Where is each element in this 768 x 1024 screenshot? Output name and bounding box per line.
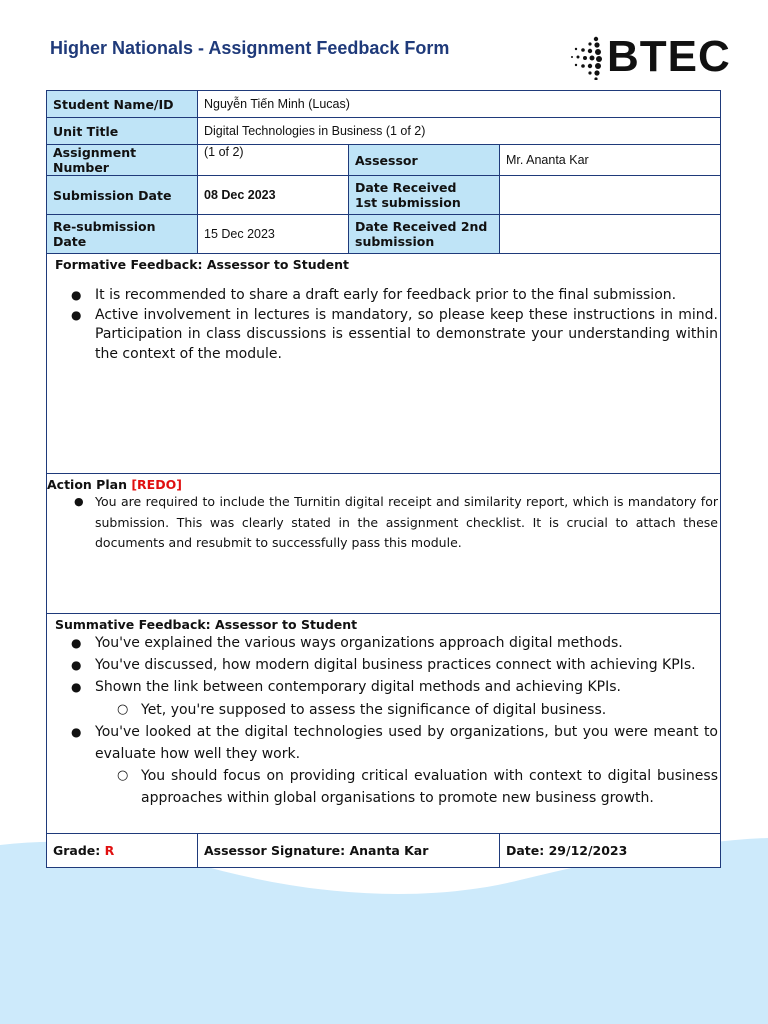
formative-feedback-list bbox=[47, 272, 720, 364]
summative-feedback-section bbox=[47, 614, 721, 834]
list-item: ● It is recommended to share a draft early for feedback prior to the final submission. bbox=[95, 286, 718, 306]
assessor-label: Assessor bbox=[349, 145, 500, 176]
grade-value: R bbox=[104, 843, 115, 858]
list-item: ● You've discussed, how modern digital business practices connect with achieving KPIs. bbox=[95, 654, 718, 676]
date-received-2-label-line1: Date Received 2nd bbox=[355, 219, 488, 234]
summative-feedback-list bbox=[47, 632, 720, 810]
btec-dots-icon bbox=[570, 36, 606, 80]
date-received-2-value bbox=[500, 215, 721, 254]
assignment-value: (1 of 2) bbox=[198, 145, 349, 176]
form-title: Higher Nationals - Assignment Feedback Form bbox=[50, 38, 450, 58]
date-received-2-label-line2: submission bbox=[355, 234, 435, 249]
date-received-2-label bbox=[349, 215, 500, 254]
date-received-1-value bbox=[500, 176, 721, 215]
date-received-1-label bbox=[349, 176, 500, 215]
btec-logo bbox=[570, 32, 731, 82]
submission-date-label: Submission Date bbox=[47, 176, 198, 215]
feedback-form bbox=[46, 90, 721, 868]
grade-label: Grade: bbox=[53, 843, 105, 858]
action-plan-list bbox=[47, 492, 720, 554]
action-plan-title bbox=[47, 474, 720, 492]
student-value: Nguyễn Tiến Minh (Lucas) bbox=[198, 91, 721, 118]
list-item: ● You've looked at the digital technologies used by organizations, but you were meant to evaluate how well they work. bbox=[95, 721, 718, 765]
formative-feedback-section bbox=[47, 254, 721, 474]
assessor-value: Mr. Ananta Kar bbox=[500, 145, 721, 176]
assignment-label: Assignment Number bbox=[47, 145, 198, 176]
list-item: ● You've explained the various ways organizations approach digital methods. bbox=[95, 632, 718, 654]
list-item: ● Shown the link between contemporary digital methods and achieving KPIs. bbox=[95, 676, 718, 698]
btec-wordmark: BTEC bbox=[607, 32, 731, 81]
sub-list-item: ○ You should focus on providing critical evaluation with context to digital business approaches within global organisations to promote new business growth. bbox=[141, 765, 718, 809]
grade-cell bbox=[47, 834, 198, 868]
list-item: ● Active involvement in lectures is mandatory, so please keep these instructions in mind. Participation in class discussions is essential to demonstrate your understanding within the context of the module. bbox=[95, 306, 718, 365]
date-received-1-label-line1: Date Received bbox=[355, 180, 457, 195]
formative-feedback-title: Formative Feedback: Assessor to Student bbox=[55, 257, 349, 272]
resubmission-date-label: Re-submission Date bbox=[47, 215, 198, 254]
action-plan-label: Action Plan bbox=[47, 477, 132, 492]
action-plan-tag: [REDO] bbox=[131, 477, 182, 492]
student-label: Student Name/ID bbox=[47, 91, 198, 118]
sub-list-item: ○ Yet, you're supposed to assess the significance of digital business. bbox=[141, 699, 718, 721]
unit-label: Unit Title bbox=[47, 118, 198, 145]
feedback-date: Date: 29/12/2023 bbox=[500, 834, 721, 868]
action-plan-section bbox=[47, 474, 721, 614]
list-item: ● You are required to include the Turnitin digital receipt and similarity report, which is mandatory for submission. This was clearly stated in the assignment checklist. It is crucial to attach these documents and resubmit to successfully pass this module. bbox=[95, 492, 718, 554]
assessor-signature: Assessor Signature: Ananta Kar bbox=[198, 834, 500, 868]
unit-value: Digital Technologies in Business (1 of 2) bbox=[198, 118, 721, 145]
resubmission-date-value: 15 Dec 2023 bbox=[198, 215, 349, 254]
date-received-1-label-line2: 1st submission bbox=[355, 195, 461, 210]
submission-date-value: 08 Dec 2023 bbox=[198, 176, 349, 215]
summative-feedback-title: Summative Feedback: Assessor to Student bbox=[55, 617, 358, 632]
